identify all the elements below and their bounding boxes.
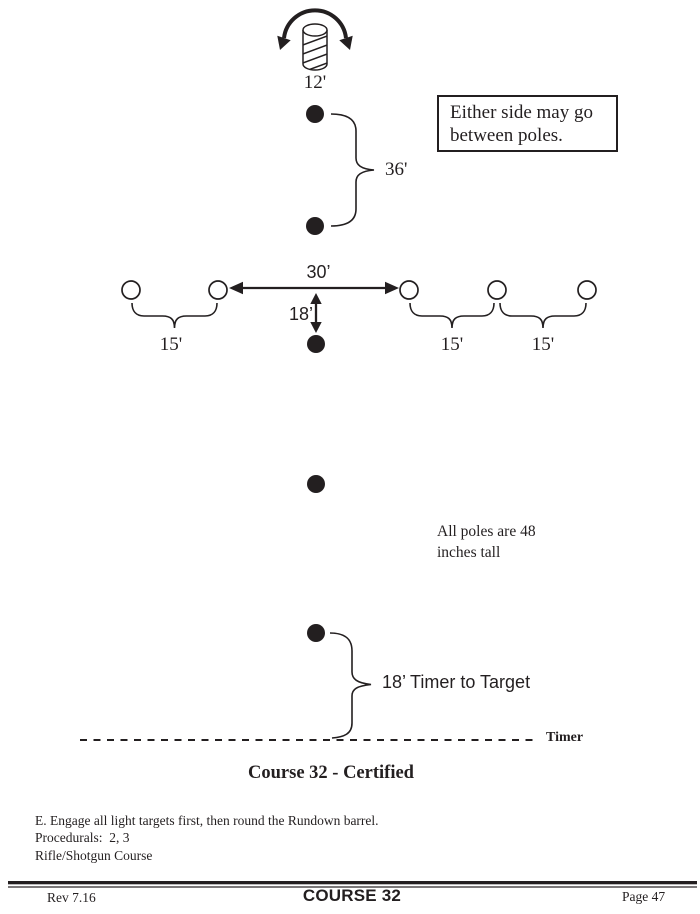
footer-course-title: COURSE 32 xyxy=(302,886,402,905)
brace-15-right-icon xyxy=(500,303,586,328)
footer-revision: Rev 7.16 xyxy=(47,890,96,905)
note-line-engage: E. Engage all light targets first, then round the Rundown barrel. xyxy=(35,813,379,828)
note-box-line: Either side may go xyxy=(450,102,593,123)
pole-circles xyxy=(122,281,596,299)
course-caption: Course 32 - Certified xyxy=(248,763,414,783)
pole-circle xyxy=(400,281,418,299)
span-15-left-label: 15' xyxy=(159,334,183,355)
barrel-distance-label: 12' xyxy=(303,72,327,93)
target-dot xyxy=(306,105,324,123)
barrel-icon xyxy=(300,24,330,73)
target-dot xyxy=(307,475,325,493)
footer-page-number: Page 47 xyxy=(622,889,666,904)
span-15-right-label: 15' xyxy=(531,334,555,355)
span-15-mid-label: 15' xyxy=(440,334,464,355)
timer-to-target-label: 18’ Timer to Target xyxy=(382,672,531,692)
span-36-label: 36' xyxy=(385,159,408,180)
poles-height-note-line: All poles are 48 xyxy=(437,523,536,540)
target-dots xyxy=(306,105,325,642)
pole-circle xyxy=(122,281,140,299)
target-dot xyxy=(307,624,325,642)
timer-label: Timer xyxy=(546,730,584,745)
pole-circle xyxy=(578,281,596,299)
note-line-procedurals: Procedurals: 2, 3 xyxy=(35,830,130,845)
pole-circle xyxy=(209,281,227,299)
note-box-line: between poles. xyxy=(450,125,563,146)
target-dot xyxy=(306,217,324,235)
target-dot xyxy=(307,335,325,353)
brace-15-left-icon xyxy=(132,303,217,328)
poles-height-note-line: inches tall xyxy=(437,544,501,561)
span-18-label: 18’ xyxy=(288,304,313,324)
brace-15-mid-icon xyxy=(410,303,494,328)
brace-timer-icon xyxy=(330,633,371,738)
note-box xyxy=(437,95,618,152)
arrow-30-icon xyxy=(229,282,399,294)
brace-36-icon xyxy=(331,114,374,226)
span-30-label: 30’ xyxy=(306,262,331,282)
pole-circle xyxy=(488,281,506,299)
note-line-course-type: Rifle/Shotgun Course xyxy=(35,848,153,863)
poles-height-note xyxy=(437,521,536,563)
